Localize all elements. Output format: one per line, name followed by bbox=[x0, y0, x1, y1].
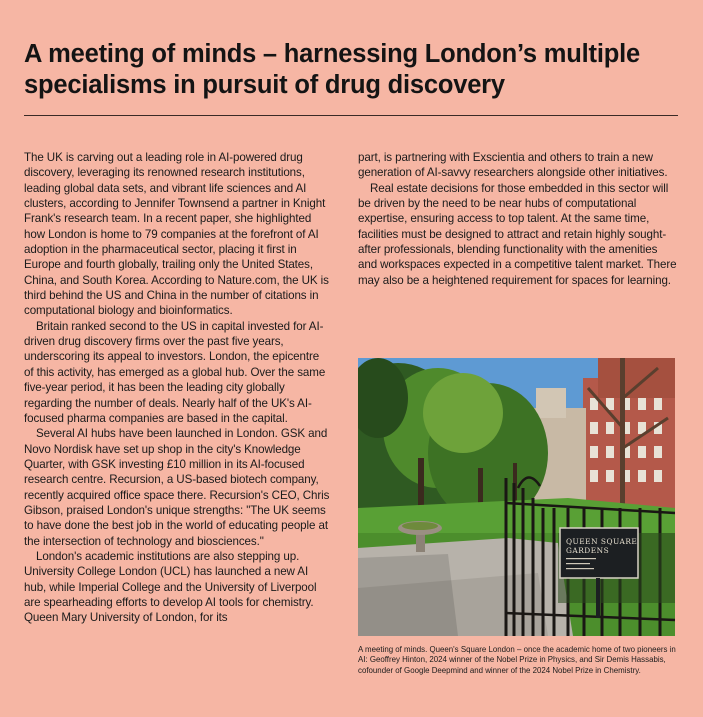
paragraph-3: Several AI hubs have been launched in London. GSK and Novo Nordisk have set up shop in the city's Knowledge Quarter, with GSK investing £10 million in its AI-focused research centre. Recursion, a US-based biotech company, recently acquired office space there. Recursion's CEO, Chris Gibson, praised London's unique strengths: "The UK seems to have done the best job in the world of educating people at the intersection of technology and biosciences." bbox=[24, 427, 330, 548]
left-text-column bbox=[24, 150, 330, 626]
article-headline: A meeting of minds – harnessing London’s multiple specialisms in pursuit of drug discovery bbox=[24, 40, 640, 100]
paragraph-1: The UK is carving out a leading role in AI-powered drug discovery, leveraging its renowned research institutions, leading global data sets, and vibrant life sciences and AI clusters, according to Jennifer Townsend a partner in Knight Frank's research team. In a recent paper, she highlighted how London is home to 79 companies at the forefront of AI adoption in the pharmaceutical sector, placing it first in Europe and fourth globally, trailing only the United States, China, and South Korea. According to Nature.com, the UK is third behind the US and China in the number of citations in computational biology and bioinformatics. bbox=[24, 151, 329, 318]
photo-caption: A meeting of minds. Queen's Square London – once the academic home of two pioneers in AI: Geoffrey Hinton, 2024 winner of the Nobel Prize in Physics, and Sir Demis Hassabis, cofounder of Google Deepmind and winner of the 2024 Nobel Prize in Chemistry. bbox=[358, 645, 676, 675]
sign-title: QUEEN SQUARE GARDENS bbox=[566, 537, 638, 555]
right-text-column bbox=[358, 150, 678, 288]
queen-square-photo bbox=[358, 358, 675, 636]
headline-divider bbox=[24, 115, 678, 116]
paragraph-4: London's academic institutions are also stepping up. University College London (UCL) has launched a new AI hub, while Imperial College and the University of Liverpool are spearheading efforts to develop AI tools for chemistry. Queen Mary University of London, for its bbox=[24, 549, 317, 625]
paragraph-2: Britain ranked second to the US in capital invested for AI-driven drug discovery firms over the past five years, underscoring its appeal to investors. London, the epicentre of this activity, has emerged as a global hub. Over the same five-year period, it has been the leading city globally regarding the number of deals. Nearly half of the UK's AI-focused pharma companies are based in the capital. bbox=[24, 319, 326, 425]
paragraph-6: Real estate decisions for those embedded in this sector will be driven by the need to be near hubs of computational expertise, ensuring access to top talent. At the same time, facilities must be designed to attract and retain highly sought-after professionals, blending functionality with the amenities and workspaces expected in a competitive talent market. There may also be a heightened requirement for spaces for learning. bbox=[358, 181, 677, 287]
paragraph-5: part, is partnering with Exscientia and others to train a new generation of AI-savvy researchers alongside other initiatives. bbox=[358, 151, 668, 180]
